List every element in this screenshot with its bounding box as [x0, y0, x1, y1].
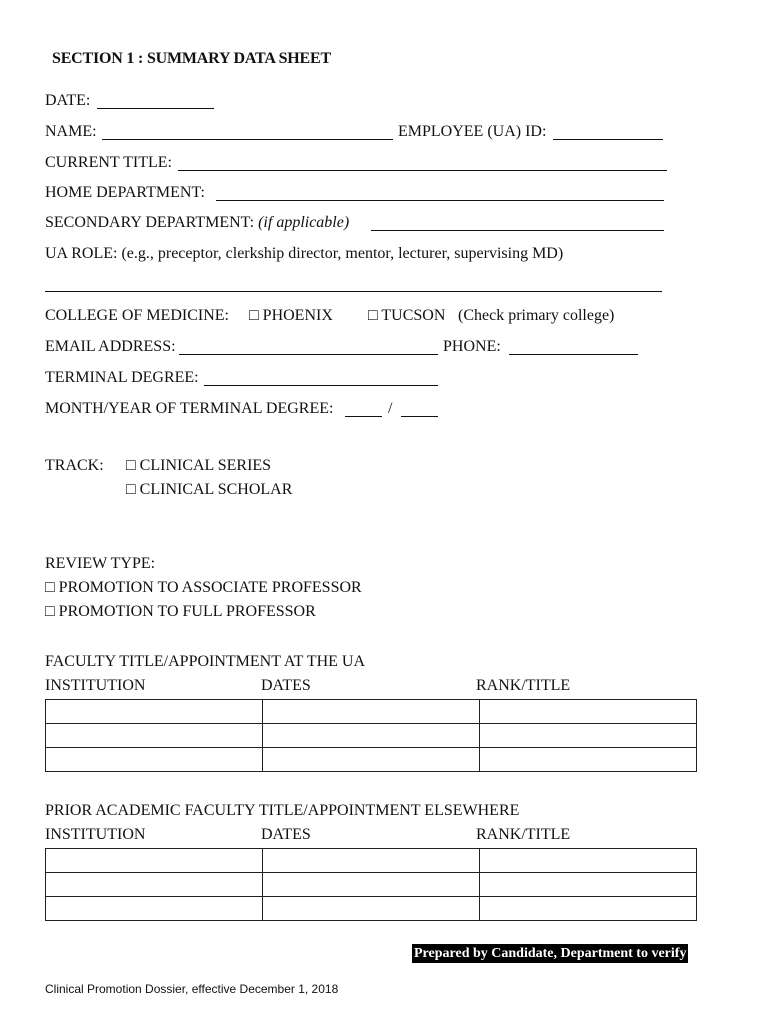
- current-title-label: CURRENT TITLE:: [45, 154, 172, 171]
- college-checkbox-tucson[interactable]: □ TUCSON: [368, 307, 446, 324]
- table-cell[interactable]: [46, 873, 263, 897]
- table-row: [46, 700, 697, 724]
- secondary-department-label: [45, 213, 349, 233]
- ua-col-dates: DATES: [261, 677, 311, 694]
- track-label: TRACK:: [45, 457, 104, 474]
- table-cell[interactable]: [46, 700, 263, 724]
- home-department-label: HOME DEPARTMENT:: [45, 184, 205, 201]
- name-label: NAME:: [45, 123, 97, 140]
- email-label: EMAIL ADDRESS:: [45, 338, 176, 355]
- table-cell[interactable]: [263, 724, 480, 748]
- terminal-degree-field[interactable]: [204, 385, 438, 386]
- prior-col-dates: DATES: [261, 826, 311, 843]
- table-cell[interactable]: [263, 873, 480, 897]
- prepared-by-stamp: Prepared by Candidate, Department to verify: [414, 946, 687, 961]
- table-row: [46, 873, 697, 897]
- page-footer: Clinical Promotion Dossier, effective December 1, 2018: [45, 982, 339, 996]
- table-row: [46, 748, 697, 772]
- table-cell[interactable]: [263, 748, 480, 772]
- prior-appointments-heading: PRIOR ACADEMIC FACULTY TITLE/APPOINTMENT ELSEWHERE: [45, 802, 520, 819]
- table-cell[interactable]: [46, 897, 263, 921]
- ua-appointments-table: [45, 699, 697, 772]
- table-cell[interactable]: [480, 748, 697, 772]
- table-cell[interactable]: [46, 849, 263, 873]
- table-cell[interactable]: [480, 700, 697, 724]
- prior-col-rank: RANK/TITLE: [476, 826, 571, 843]
- table-row: [46, 849, 697, 873]
- prior-col-institution: INSTITUTION: [45, 826, 146, 843]
- track-checkbox-clinical-scholar[interactable]: □ CLINICAL SCHOLAR: [126, 481, 293, 498]
- email-field[interactable]: [179, 354, 438, 355]
- college-label: COLLEGE OF MEDICINE:: [45, 307, 229, 324]
- date-separator: /: [388, 400, 393, 417]
- terminal-degree-date-label: MONTH/YEAR OF TERMINAL DEGREE:: [45, 400, 334, 417]
- table-cell[interactable]: [480, 873, 697, 897]
- table-cell[interactable]: [46, 724, 263, 748]
- review-type-label: REVIEW TYPE:: [45, 555, 156, 572]
- degree-year-field[interactable]: [401, 416, 438, 417]
- track-checkbox-clinical-series[interactable]: □ CLINICAL SERIES: [126, 457, 272, 474]
- name-field[interactable]: [102, 139, 393, 140]
- table-cell[interactable]: [480, 724, 697, 748]
- home-department-field[interactable]: [216, 200, 664, 201]
- ua-role-label: UA ROLE: (e.g., preceptor, clerkship director, mentor, lecturer, supervising MD): [45, 245, 564, 262]
- table-cell[interactable]: [263, 700, 480, 724]
- secondary-department-note: (if applicable): [258, 214, 350, 231]
- phone-field[interactable]: [509, 354, 638, 355]
- review-checkbox-associate[interactable]: □ PROMOTION TO ASSOCIATE PROFESSOR: [45, 579, 362, 596]
- ua-appointments-heading: FACULTY TITLE/APPOINTMENT AT THE UA: [45, 653, 366, 670]
- degree-month-field[interactable]: [345, 416, 382, 417]
- date-label: DATE:: [45, 92, 91, 109]
- table-cell[interactable]: [480, 849, 697, 873]
- ua-col-rank: RANK/TITLE: [476, 677, 571, 694]
- prior-appointments-table: [45, 848, 697, 921]
- secondary-department-text: SECONDARY DEPARTMENT:: [45, 214, 255, 231]
- table-row: [46, 724, 697, 748]
- date-field[interactable]: [97, 108, 214, 109]
- college-checkbox-phoenix[interactable]: □ PHOENIX: [249, 307, 333, 324]
- table-row: [46, 897, 697, 921]
- table-cell[interactable]: [480, 897, 697, 921]
- employee-id-label: EMPLOYEE (UA) ID:: [398, 123, 547, 140]
- ua-role-field[interactable]: [45, 291, 662, 292]
- phone-label: PHONE:: [443, 338, 501, 355]
- secondary-department-field[interactable]: [371, 230, 664, 231]
- review-checkbox-full[interactable]: □ PROMOTION TO FULL PROFESSOR: [45, 603, 316, 620]
- table-cell[interactable]: [263, 897, 480, 921]
- employee-id-field[interactable]: [553, 139, 663, 140]
- college-note: (Check primary college): [458, 307, 615, 324]
- terminal-degree-label: TERMINAL DEGREE:: [45, 369, 199, 386]
- table-cell[interactable]: [46, 748, 263, 772]
- section-title: SECTION 1 : SUMMARY DATA SHEET: [52, 50, 331, 67]
- ua-col-institution: INSTITUTION: [45, 677, 146, 694]
- table-cell[interactable]: [263, 849, 480, 873]
- current-title-field[interactable]: [178, 170, 667, 171]
